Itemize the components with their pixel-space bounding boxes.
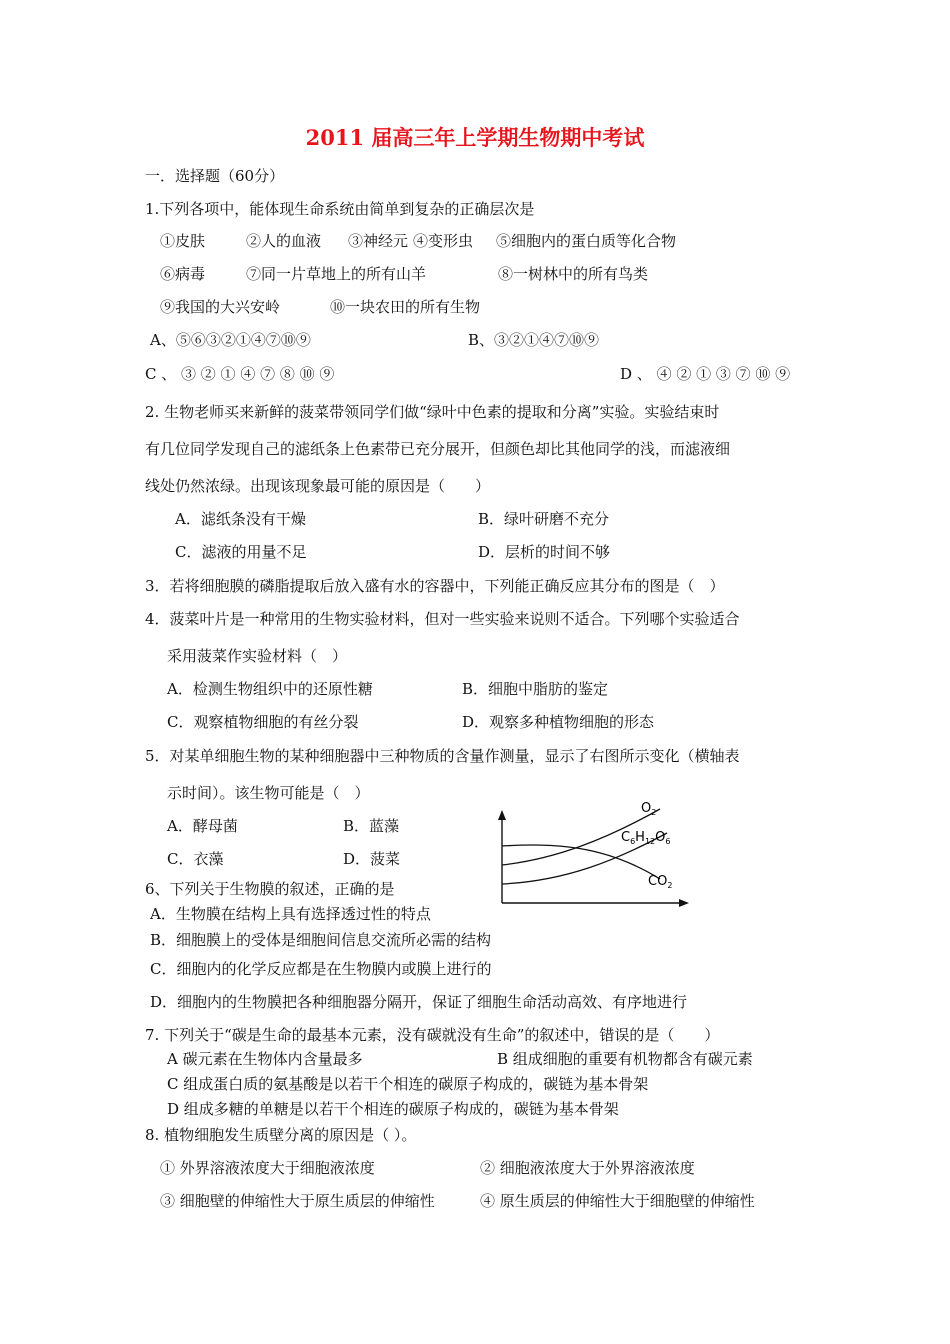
q1-item: ⑦同一片草地上的所有山羊 xyxy=(246,265,427,283)
q7-option-b: B 组成细胞的重要有机物都含有碳元素 xyxy=(497,1050,753,1068)
label-o2: $O_2$ xyxy=(641,801,657,817)
q5-option-d: D．菠菜 xyxy=(343,850,401,868)
q1-option-d: D 、 ④ ② ① ③ ⑦ ⑩ ⑨ xyxy=(620,365,791,383)
q2-stem-line1: 2. 生物老师买来新鲜的菠菜带领同学们做“绿叶中色素的提取和分离”实验。实验结束时 xyxy=(145,403,720,421)
q2-stem-line3: 线处仍然浓绿。出现该现象最可能的原因是（ ） xyxy=(145,477,491,495)
q4-option-d: D．观察多种植物细胞的形态 xyxy=(462,713,655,731)
q5-figure xyxy=(485,795,695,910)
q8-option-1: ① 外界溶液浓度大于细胞液浓度 xyxy=(160,1159,375,1177)
q2-option-a: A．滤纸条没有干燥 xyxy=(175,510,306,528)
x-axis-arrow xyxy=(679,899,689,907)
q5-stem-line2: 示时间）。该生物可能是（ ） xyxy=(167,784,370,802)
q1-item: ⑩一块农田的所有生物 xyxy=(330,298,481,316)
q6-option-d: D．细胞内的生物膜把各种细胞器分隔开，保证了细胞生命活动高效、有序地进行 xyxy=(150,993,688,1011)
q6-option-c: C．细胞内的化学反应都是在生物膜内或膜上进行的 xyxy=(150,960,492,978)
q2-option-c: C．滤液的用量不足 xyxy=(175,543,307,561)
section-heading: 一．选择题（60分） xyxy=(145,167,285,185)
q5-stem-line1: 5．对某单细胞生物的某种细胞器中三种物质的含量作测量，显示了右图所示变化（横轴表 xyxy=(145,747,740,765)
q4-option-b: B．细胞中脂肪的鉴定 xyxy=(462,680,609,698)
q1-item: ③神经元 xyxy=(348,232,409,250)
q1-option-a: A、⑤⑥③②①④⑦⑩⑨ xyxy=(150,331,311,349)
q5-option-b: B．蓝藻 xyxy=(343,817,400,835)
q1-item: ⑥病毒 xyxy=(160,265,206,283)
q1-stem: 1.下列各项中，能体现生命系统由简单到复杂的正确层次是 xyxy=(145,200,535,218)
q1-option-b: B、③②①④⑦⑩⑨ xyxy=(468,331,600,349)
label-co2: $CO_2$ xyxy=(648,874,673,890)
q1-item: ①皮肤 xyxy=(160,232,206,250)
q1-option-c: C 、 ③ ② ① ④ ⑦ ⑧ ⑩ ⑨ xyxy=(145,365,335,383)
q5-option-c: C．衣藻 xyxy=(167,850,224,868)
y-axis-arrow xyxy=(498,810,506,820)
q8-option-4: ④ 原生质层的伸缩性大于细胞壁的伸缩性 xyxy=(480,1192,755,1210)
q1-item: ⑤细胞内的蛋白质等化合物 xyxy=(496,232,677,250)
label-c6h12o6: $C_6H_{12}O_6$ xyxy=(621,830,671,846)
q2-option-d: D．层析的时间不够 xyxy=(478,543,611,561)
q5-option-a: A．酵母菌 xyxy=(167,817,238,835)
q4-option-a: A．检测生物组织中的还原性糖 xyxy=(167,680,373,698)
q2-option-b: B．绿叶研磨不充分 xyxy=(478,510,610,528)
q6-stem: 6、下列关于生物膜的叙述，正确的是 xyxy=(145,880,395,898)
q7-option-c: C 组成蛋白质的氨基酸是以若干个相连的碳原子构成的，碳链为基本骨架 xyxy=(167,1075,649,1093)
q6-option-a: A．生物膜在结构上具有选择透过性的特点 xyxy=(150,905,431,923)
q8-stem: 8. 植物细胞发生质壁分离的原因是（ ）。 xyxy=(145,1126,417,1144)
q2-stem-line2: 有几位同学发现自己的滤纸条上色素带已充分展开，但颜色却比其他同学的浅，而滤液细 xyxy=(145,440,731,458)
q3-stem: 3．若将细胞膜的磷脂提取后放入盛有水的容器中，下列能正确反应其分布的图是（ ） xyxy=(145,577,725,595)
q7-option-a: A 碳元素在生物体内含量最多 xyxy=(167,1050,363,1068)
q4-option-c: C．观察植物细胞的有丝分裂 xyxy=(167,713,359,731)
exam-title: 2011 届高三年上学期生物期中考试 xyxy=(305,125,645,150)
q6-option-b: B．细胞膜上的受体是细胞间信息交流所必需的结构 xyxy=(150,931,492,949)
q7-option-d: D 组成多糖的单糖是以若干个相连的碳原子构成的，碳链为基本骨架 xyxy=(167,1100,619,1118)
q1-item: ⑨我国的大兴安岭 xyxy=(160,298,281,316)
q8-option-2: ② 细胞液浓度大于外界溶液浓度 xyxy=(480,1159,695,1177)
q1-item: ②人的血液 xyxy=(246,232,322,250)
q8-option-3: ③ 细胞壁的伸缩性大于原生质层的伸缩性 xyxy=(160,1192,435,1210)
q4-stem-line1: 4．菠菜叶片是一种常用的生物实验材料，但对一些实验来说则不适合。下列哪个实验适合 xyxy=(145,610,740,628)
q7-stem: 7. 下列关于“碳是生命的最基本元素，没有碳就没有生命”的叙述中，错误的是（ ） xyxy=(145,1026,720,1044)
q1-item: ⑧一树林中的所有鸟类 xyxy=(498,265,649,283)
q4-stem-line2: 采用菠菜作实验材料（ ） xyxy=(167,647,348,665)
q1-item: ④变形虫 xyxy=(413,232,474,250)
